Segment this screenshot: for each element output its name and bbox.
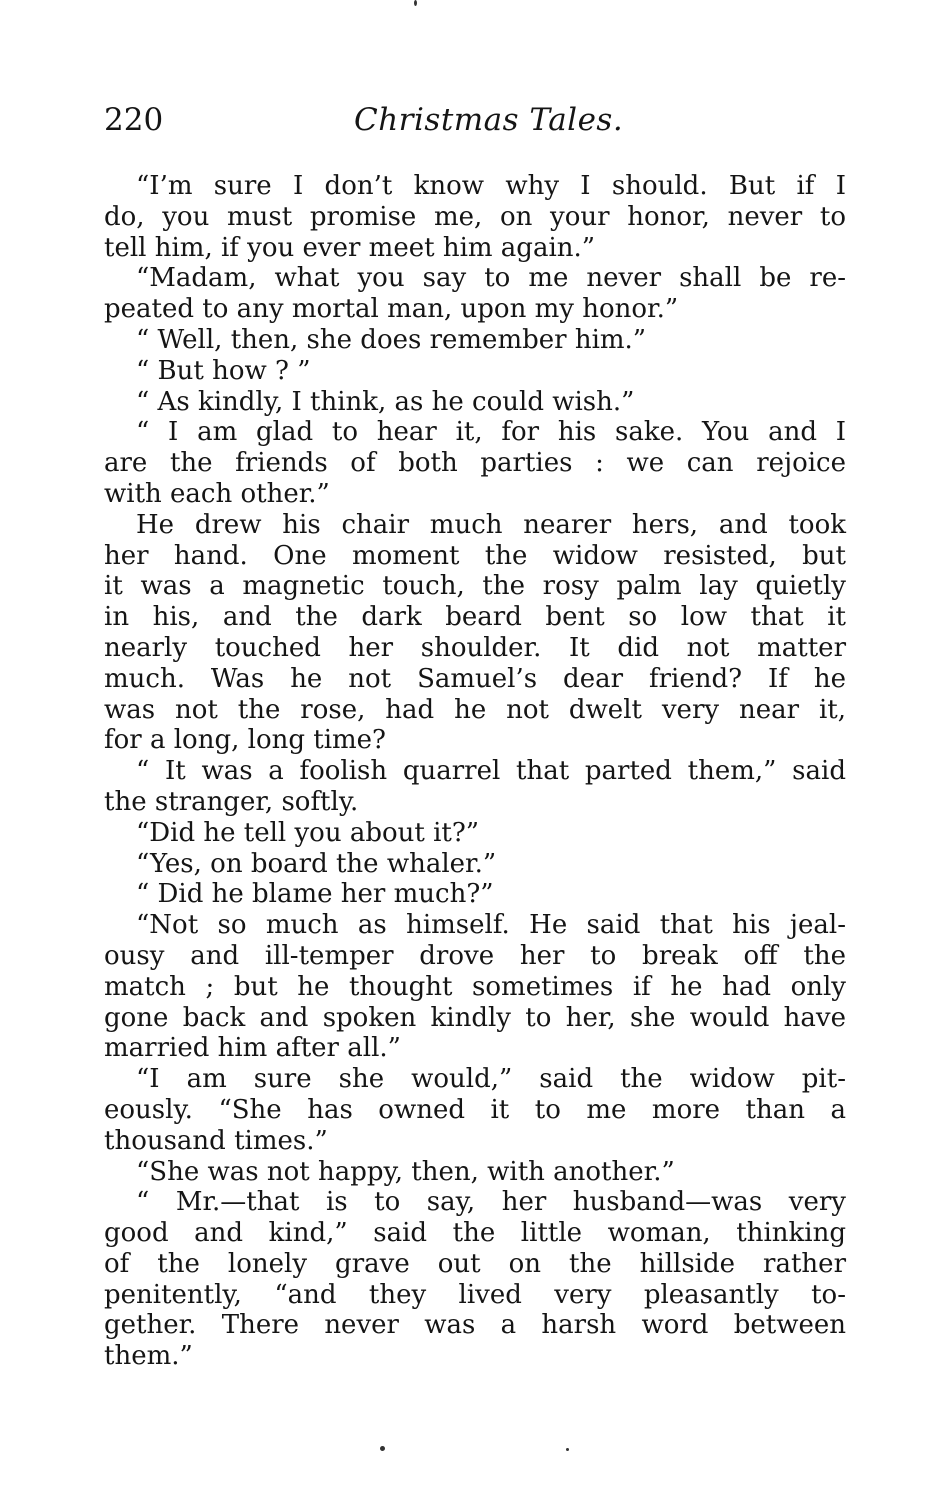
text-line: “ Well, then, she does remember him.” [136, 324, 647, 355]
text-line: married him after all.” [104, 1033, 401, 1064]
text-line: “ But how ? ” [136, 355, 311, 386]
text-line: “I’m sure I don’t know why I should. But if I [136, 171, 846, 201]
text-line: ousy and ill-temper drove her to break off the [104, 940, 846, 971]
text-line: “Not so much as himself. He said that his jeal- [136, 910, 846, 941]
text-line: gether. There never was a harsh word between [104, 1310, 846, 1341]
text-line: the stranger, softly. [104, 786, 359, 817]
text-line: nearly touched her shoulder. It did not matter [104, 632, 846, 663]
scan-speck [566, 1448, 569, 1451]
scan-speck [380, 1446, 385, 1451]
text-line: her hand. One moment the widow resisted, but [104, 540, 846, 571]
text-line: in his, and the dark beard bent so low that it [104, 602, 846, 633]
text-line: of the lonely grave out on the hillside rather [104, 1248, 846, 1279]
text-line: He drew his chair much nearer hers, and took [136, 509, 846, 540]
text-line: them.” [104, 1341, 193, 1372]
body-text [104, 171, 846, 1372]
text-line: “ Mr.—that is to say, her husband—was very [136, 1187, 846, 1218]
text-line: “ As kindly, I think, as he could wish.” [136, 386, 635, 417]
text-line: are the friends of both parties : we can rejoice [104, 448, 846, 479]
text-line: “Madam, what you say to me never shall be re- [136, 263, 846, 294]
text-line: tell him, if you ever meet him again.” [104, 232, 596, 263]
page-header [104, 100, 848, 150]
text-line: “Yes, on board the whaler.” [136, 848, 497, 879]
text-line: “ I am glad to hear it, for his sake. You and I [136, 417, 846, 448]
text-line: “She was not happy, then, with another.” [136, 1156, 675, 1187]
text-line: it was a magnetic touch, the rosy palm lay quietly [104, 571, 846, 602]
text-line: eously. “She has owned it to me more than a [104, 1094, 846, 1125]
text-line: “ Did he blame her much?” [136, 879, 494, 910]
text-line: with each other.” [104, 478, 330, 509]
text-line: much. Was he not Samuel’s dear friend? If he [104, 663, 846, 694]
text-line: thousand times.” [104, 1125, 328, 1156]
text-line: gone back and spoken kindly to her, she would have [104, 1002, 846, 1033]
text-line: peated to any mortal man, upon my honor.” [104, 294, 679, 325]
text-line: do, you must promise me, on your honor, never to [104, 201, 846, 232]
text-line: was not the rose, had he not dwelt very near it, [104, 694, 846, 725]
text-line: for a long, long time? [104, 725, 386, 756]
text-line: “ It was a foolish quarrel that parted them,” said [136, 756, 846, 787]
text-line: match ; but he thought sometimes if he had only [104, 971, 846, 1002]
text-line: “I am sure she would,” said the widow pit- [136, 1064, 846, 1095]
page-number: 220 [104, 102, 164, 138]
running-title: Christmas Tales. [354, 102, 624, 138]
scan-speck [414, 0, 417, 6]
text-line: good and kind,” said the little woman, thinking [104, 1218, 846, 1249]
text-line: “Did he tell you about it?” [136, 817, 480, 848]
text-line: penitently, “and they lived very pleasantly to- [104, 1279, 846, 1310]
